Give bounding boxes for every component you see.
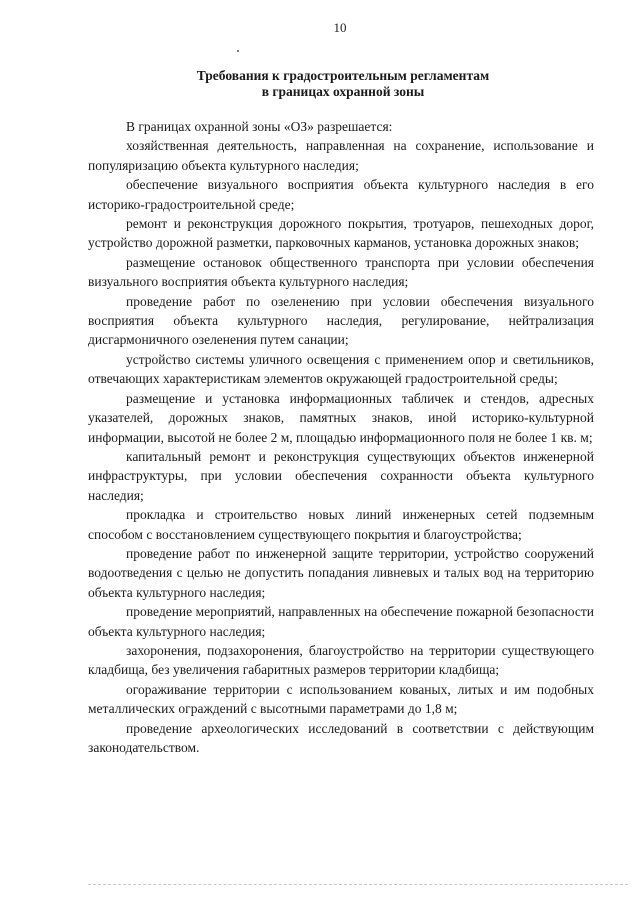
paragraph: капитальный ремонт и реконструкция существующих объектов инженерной инфраструктуры, при условии обеспечения сохранности объекта культурного наследия; xyxy=(88,448,594,503)
page-number: 10 xyxy=(333,20,347,35)
paragraph: В границах охранной зоны «ОЗ» разрешается: xyxy=(126,119,393,134)
paragraph: прокладка и строительство новых линий инженерных сетей подземным способом с восстановлением существующего покрытия и благоустройства; xyxy=(88,507,594,542)
paragraph: проведение мероприятий, направленных на обеспечение пожарной безопасности объекта культурного наследия; xyxy=(88,604,594,639)
paragraph: обеспечение визуального восприятия объекта культурного наследия в его историко-градостроительной среде; xyxy=(88,177,594,212)
paragraph: проведение археологических исследований в соответствии с действующим законодательством. xyxy=(88,720,594,755)
section-heading xyxy=(88,68,598,100)
scan-artifact-dot xyxy=(237,50,239,52)
paragraph: захоронения, подзахоронения, благоустройство на территории существующего кладбища, без увеличения габаритных размеров территории кладбища; xyxy=(88,642,594,678)
heading-line-2: в границах охранной зоны xyxy=(261,84,425,99)
paragraph: ремонт и реконструкция дорожного покрытия, тротуаров, пешеходных дорог, устройство дорожной разметки, парковочных карманов, установка дорожных знаков; xyxy=(88,216,594,251)
paragraph: хозяйственная деятельность, направленная на сохранение, использование и популяризацию объекта культурного наследия; xyxy=(88,138,594,173)
paragraph: размещение и установка информационных табличек и стендов, адресных указателей, дорожных знаков, памятных знаков, иной историко-культурной информации, высотой не более 2 м, площадью информационного поля не более 1 кв. м; xyxy=(88,390,594,445)
paragraph: проведение работ по инженерной защите территории, устройство сооружений водоотведения с целью не допустить попадания ливневых и талых вод на территорию объекта культурного наследия; xyxy=(88,545,594,600)
paragraph: устройство системы уличного освещения с применением опор и светильников, отвечающих характеристикам элементов окружающей градостроительной среды; xyxy=(88,351,594,387)
scan-artifact-line xyxy=(88,884,628,889)
paragraph: огораживание территории с использованием кованых, литых и им подобных металлических ограждений с высотными параметрами до 1,8 м; xyxy=(88,681,594,717)
body-text xyxy=(88,117,594,757)
heading-line-1: Требования к градостроительным регламентам xyxy=(196,68,490,83)
paragraph: размещение остановок общественного транспорта при условии обеспечения визуального восприятия объекта культурного наследия; xyxy=(88,254,594,290)
paragraph: проведение работ по озеленению при условии обеспечения визуального восприятия объекта культурного наследия, регулирование, нейтрализация дисгармоничного озеленения путем санации; xyxy=(88,293,594,348)
